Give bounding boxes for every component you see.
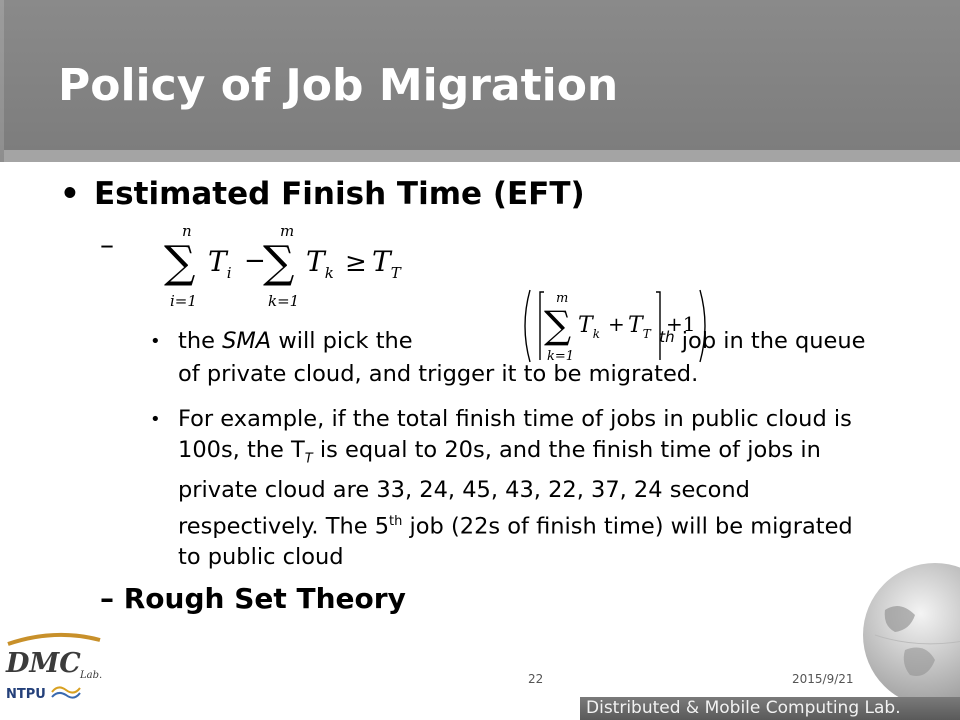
dmc-logo xyxy=(0,626,110,706)
lab-banner: Distributed & Mobile Computing Lab. xyxy=(580,697,960,720)
title-underline xyxy=(4,150,960,162)
globe-icon xyxy=(855,560,960,710)
dash-formula: – xyxy=(100,228,114,261)
logo-school-text: NTPU xyxy=(6,687,46,702)
logo-swoosh xyxy=(8,635,100,644)
sum-symbol-2: ∑ xyxy=(263,237,295,288)
sub-bullet-dot: • xyxy=(150,331,161,352)
slide-date: 2015/9/21 xyxy=(792,672,854,686)
dash-symbol: – xyxy=(100,582,114,615)
sub-bullet-dot-2: • xyxy=(150,409,161,430)
slide-content xyxy=(0,162,960,702)
term-t-k-2: $T_k$ xyxy=(578,313,600,341)
rough-set-item xyxy=(100,582,406,615)
geq-sign: ≥ xyxy=(345,248,367,278)
bullet-dot: • xyxy=(60,176,80,212)
page-number: 22 xyxy=(528,672,544,686)
sma-text: the SMA will pick the $^{th}$ job in the queue of private cloud, and trigger it to be migrated. xyxy=(178,328,866,387)
sum-symbol-1: ∑ xyxy=(164,237,196,288)
title-bar xyxy=(0,0,960,162)
sum-top-m: m xyxy=(280,222,295,240)
sum-symbol-3: ∑ xyxy=(544,303,572,347)
plus-sign: + xyxy=(608,312,625,336)
logo-wave-icon xyxy=(52,687,80,692)
plus-one: +1 xyxy=(666,312,696,336)
logo-lab-text: Lab. xyxy=(80,670,103,681)
eft-heading: Estimated Finish Time (EFT) xyxy=(94,176,585,212)
logo-wave-icon-2 xyxy=(52,693,80,698)
term-t-t: $T_T$ xyxy=(372,245,401,282)
sma-term: SMA xyxy=(222,328,272,354)
sum-top-m-2: m xyxy=(556,291,569,306)
sum-top-n: n xyxy=(182,222,192,240)
sum-bottom-k-2: k=1 xyxy=(547,349,575,364)
slide-title: Policy of Job Migration xyxy=(58,60,619,111)
term-t-t-2: $T_T$ xyxy=(628,313,651,341)
minus-sign: − xyxy=(244,246,266,276)
formula-eft-condition xyxy=(160,222,420,310)
sum-bottom-i: i=1 xyxy=(170,292,197,310)
logo-dmc-text: DMC xyxy=(6,648,81,679)
sum-bottom-k: k=1 xyxy=(268,292,300,310)
term-t-k: $T_k$ xyxy=(306,245,334,282)
example-text: For example, if the total finish time of jobs in public cloud is 100s, the $T_T$ is equal to 20s, and the finish time of jobs in private cloud are 33, 24, 45, 43, 22, 37, 24 second respectively. The 5th job (22s of finish time) will be migrated to public cloud xyxy=(178,406,853,570)
rough-set-label: Rough Set Theory xyxy=(123,582,406,615)
term-t-i: $T_i$ xyxy=(208,245,232,282)
th-superscript: th xyxy=(659,328,675,346)
